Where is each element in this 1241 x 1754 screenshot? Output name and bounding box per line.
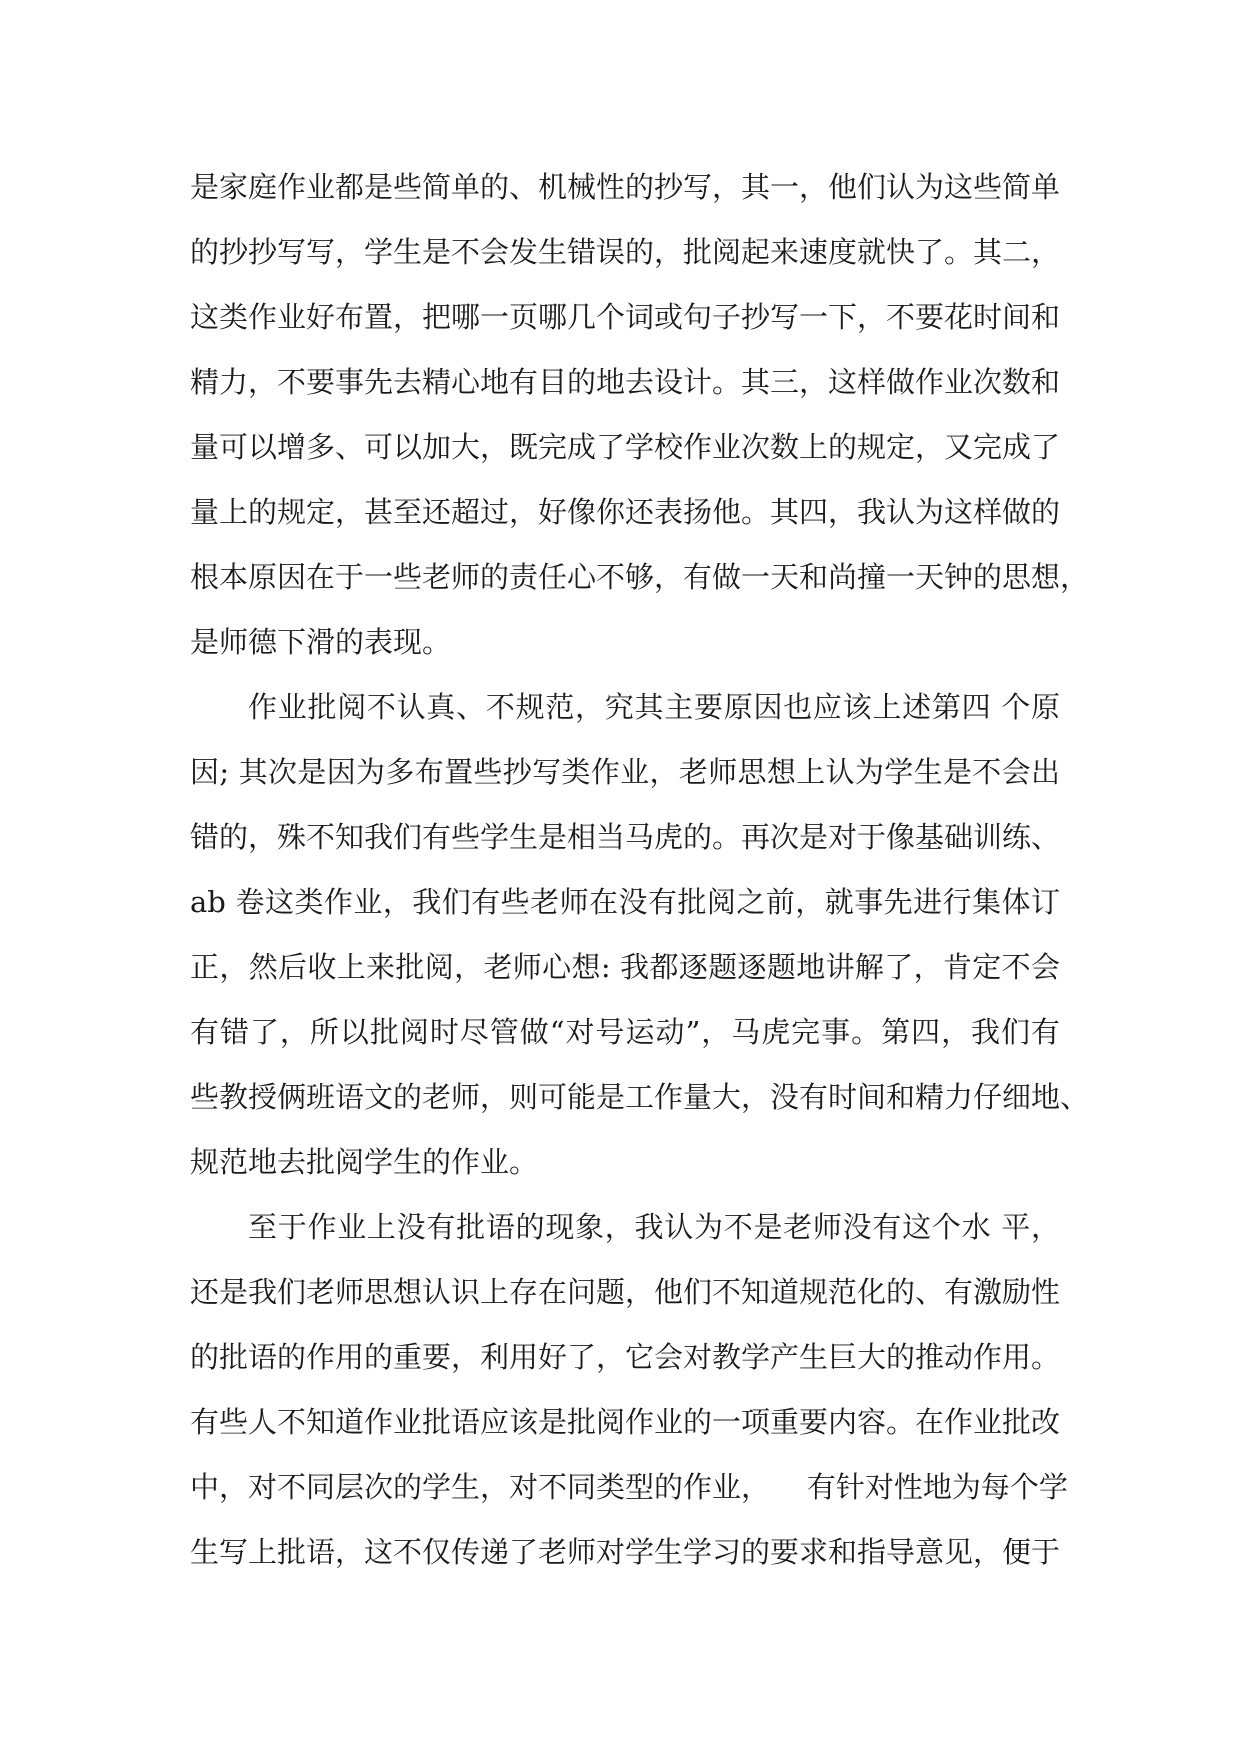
paragraph-2 — [190, 675, 1090, 1195]
text-line: 正，然后收上来批阅，老师心想: 我都逐题逐题地讲解了，肯定不会 — [190, 950, 1060, 984]
text-line: 还是我们老师思想认识上存在问题，他们不知道规范化的、有激励性 — [190, 1275, 1061, 1309]
text-line: 是师德下滑的表现。 — [190, 625, 452, 659]
text-line: 的抄抄写写，学生是不会发生错误的，批阅起来速度就快了。其二， — [190, 235, 1061, 269]
text-line: 有错了，所以批阅时尽管做“对号运动”，马虎完事。第四，我们有 — [190, 1015, 1060, 1049]
text-line: 这类作业好布置，把哪一页哪几个词或句子抄写一下，不要花时间和 — [190, 300, 1061, 334]
text-line: 是家庭作业都是些简单的、机械性的抄写，其一，他们认为这些简单 — [190, 170, 1061, 204]
text-line: 量可以增多、可以加大，既完成了学校作业次数上的规定，又完成了 — [190, 430, 1061, 464]
text-line: 错的，殊不知我们有些学生是相当马虎的。再次是对于像基础训练、 — [190, 820, 1061, 854]
paragraph-1 — [190, 155, 1090, 675]
text-line: 精力，不要事先去精心地有目的地去设计。其三，这样做作业次数和 — [190, 365, 1061, 399]
text-line: 生写上批语，这不仅传递了老师对学生学习的要求和指导意见，便于 — [190, 1535, 1061, 1569]
text-line: 些教授俩班语文的老师，则可能是工作量大，没有时间和精力仔细地、 — [190, 1080, 1090, 1114]
text-line: ab 卷这类作业，我们有些老师在没有批阅之前，就事先进行集体订 — [190, 885, 1060, 919]
document-body — [190, 155, 1090, 1585]
text-line: 规范地去批阅学生的作业。 — [190, 1145, 539, 1179]
text-line: 量上的规定，甚至还超过，好像你还表扬他。其四，我认为这样做的 — [190, 495, 1061, 529]
text-line: 因; 其次是因为多布置些抄写类作业，老师思想上认为学生是不会出 — [190, 755, 1060, 789]
text-line: 根本原因在于一些老师的责任心不够，有做一天和尚撞一天钟的思想， — [190, 560, 1090, 594]
text-line: 的批语的作用的重要，利用好了，它会对教学产生巨大的推动作用。 — [190, 1340, 1061, 1374]
paragraph-3 — [190, 1195, 1068, 1585]
text-line: 中，对不同层次的学生，对不同类型的作业， 有针对性地为每个学 — [190, 1470, 1068, 1504]
text-line: 至于作业上没有批语的现象，我认为不是老师没有这个水 平， — [248, 1210, 1060, 1244]
text-line: 作业批阅不认真、不规范，究其主要原因也应该上述第四 个原 — [248, 690, 1060, 724]
text-line: 有些人不知道作业批语应该是批阅作业的一项重要内容。在作业批改 — [190, 1405, 1061, 1439]
